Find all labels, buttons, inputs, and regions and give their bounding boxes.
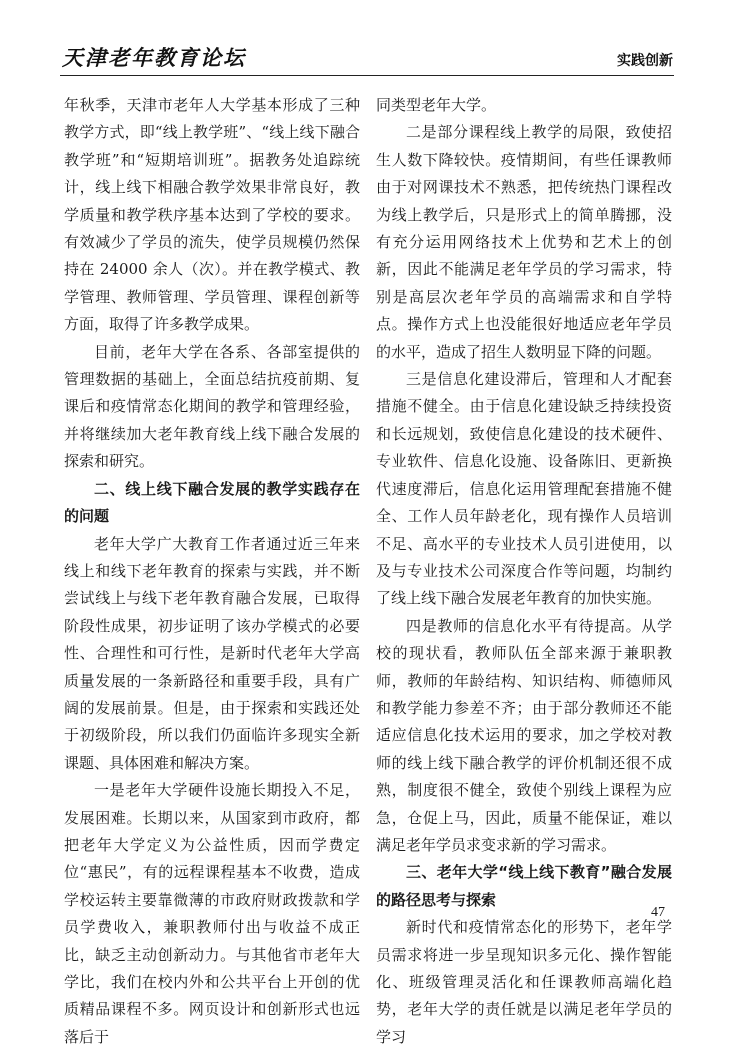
paragraph: 一是老年大学硬件设施长期投入不足，发展困难。长期以来，从国家到市政府，都把老年大学定义为公益性质，因而学费定位“惠民”，有的远程课程基本不收费，造成学校运转主要靠微薄的市政府财政拨款和学员学费收入，兼职教师付出与收益不成正比，缺乏主动创新动力。与其他省市老年大学比，我们在校内外和公共平台上开创的优质精品课程不多。网页设计和创新形式也远落后于 [64, 781, 360, 1046]
section-heading: 三、老年大学“线上线下教育”融合发展的路径思考与探索 [376, 863, 672, 909]
left-column [64, 92, 360, 1051]
paragraph: 四是教师的信息化水平有待提高。从学校的现状看，教师队伍全部来源于兼职教师，教师的年龄结构、知识结构、师德师风和教学能力参差不齐；由于部分教师还不能适应信息化技术运用的要求，加之学校对教师的线上线下融合教学的评价机制还很不成熟，制度很不健全，致使个别线上课程为应急，仓促上马，因此，质量不能保证，难以满足老年学员求变求新的学习需求。 [376, 616, 672, 854]
paragraph: 三是信息化建设滞后，管理和人才配套措施不健全。由于信息化建设缺乏持续投资和长远规划，致使信息化建设的技术硬件、专业软件、信息化设施、设备陈旧、更新换代速度滞后，信息化运用管理配套措施不健全、工作人员年龄老化，现有操作人员培训不足、高水平的专业技术人员引进使用，以及与专业技术公司深度合作等问题，均制约了线上线下融合发展老年教育的加快实施。 [376, 370, 672, 608]
page-number: 47 [651, 905, 665, 920]
paragraph: 二是部分课程线上教学的局限，致使招生人数下降较快。疫情期间，有些任课教师由于对网课技术不熟悉，把传统热门课程改为线上教学后，只是形式上的简单腾挪，没有充分运用网络技术上优势和艺术上的创新，因此不能满足老年学员的学习需求，特别是高层次老年学员的高端需求和自学特点。操作方式上也没能很好地适应老年学员的水平，造成了招生人数明显下降的问题。 [376, 123, 672, 361]
header-rule [60, 75, 674, 76]
journal-logo: 天津老年教育论坛 [62, 45, 246, 70]
paragraph: 新时代和疫情常态化的形势下，老年学员需求将进一步呈现知识多元化、操作智能化、班级管理灵活化和任课教师高端化趋势，老年大学的责任就是以满足老年学员的学习 [376, 918, 672, 1046]
section-heading: 二、线上线下融合发展的教学实践存在的问题 [64, 479, 360, 526]
page-header [0, 0, 731, 80]
section-label: 实践创新 [617, 53, 673, 69]
paragraph: 年秋季，天津市老年人大学基本形成了三种教学方式，即“线上教学班”、“线上线下融合教学班”和“短期培训班”。据教务处追踪统计，线上线下相融合教学效果非常良好，教学质量和教学秩序基本达到了学校的要求。有效减少了学员的流失，使学员规模仍然保持在 24000 余人（次）。并在教学模式、教学管理、教师管理、学员管理、课程创新等方面，取得了许多教学成果。 [64, 96, 360, 334]
paragraph: 同类型老年大学。 [376, 96, 497, 114]
paragraph: 老年大学广大教育工作者通过近三年来线上和线下老年教育的探索与实践，并不断尝试线上与线下老年教育融合发展，已取得阶段性成果，初步证明了该办学模式的必要性、合理性和可行性，是新时代老年大学高质量发展的一条新路径和重要手段，具有广阔的发展前景。但是，由于探索和实践还处于初级阶段，所以我们仍面临许多现实全新课题、具体困难和解决方案。 [64, 534, 360, 772]
right-column [376, 92, 672, 1051]
paragraph: 目前，老年大学在各系、各部室提供的管理数据的基础上，全面总结抗疫前期、复课后和疫情常态化期间的教学和管理经验，并将继续加大老年教育线上线下融合发展的探索和研究。 [64, 342, 360, 471]
